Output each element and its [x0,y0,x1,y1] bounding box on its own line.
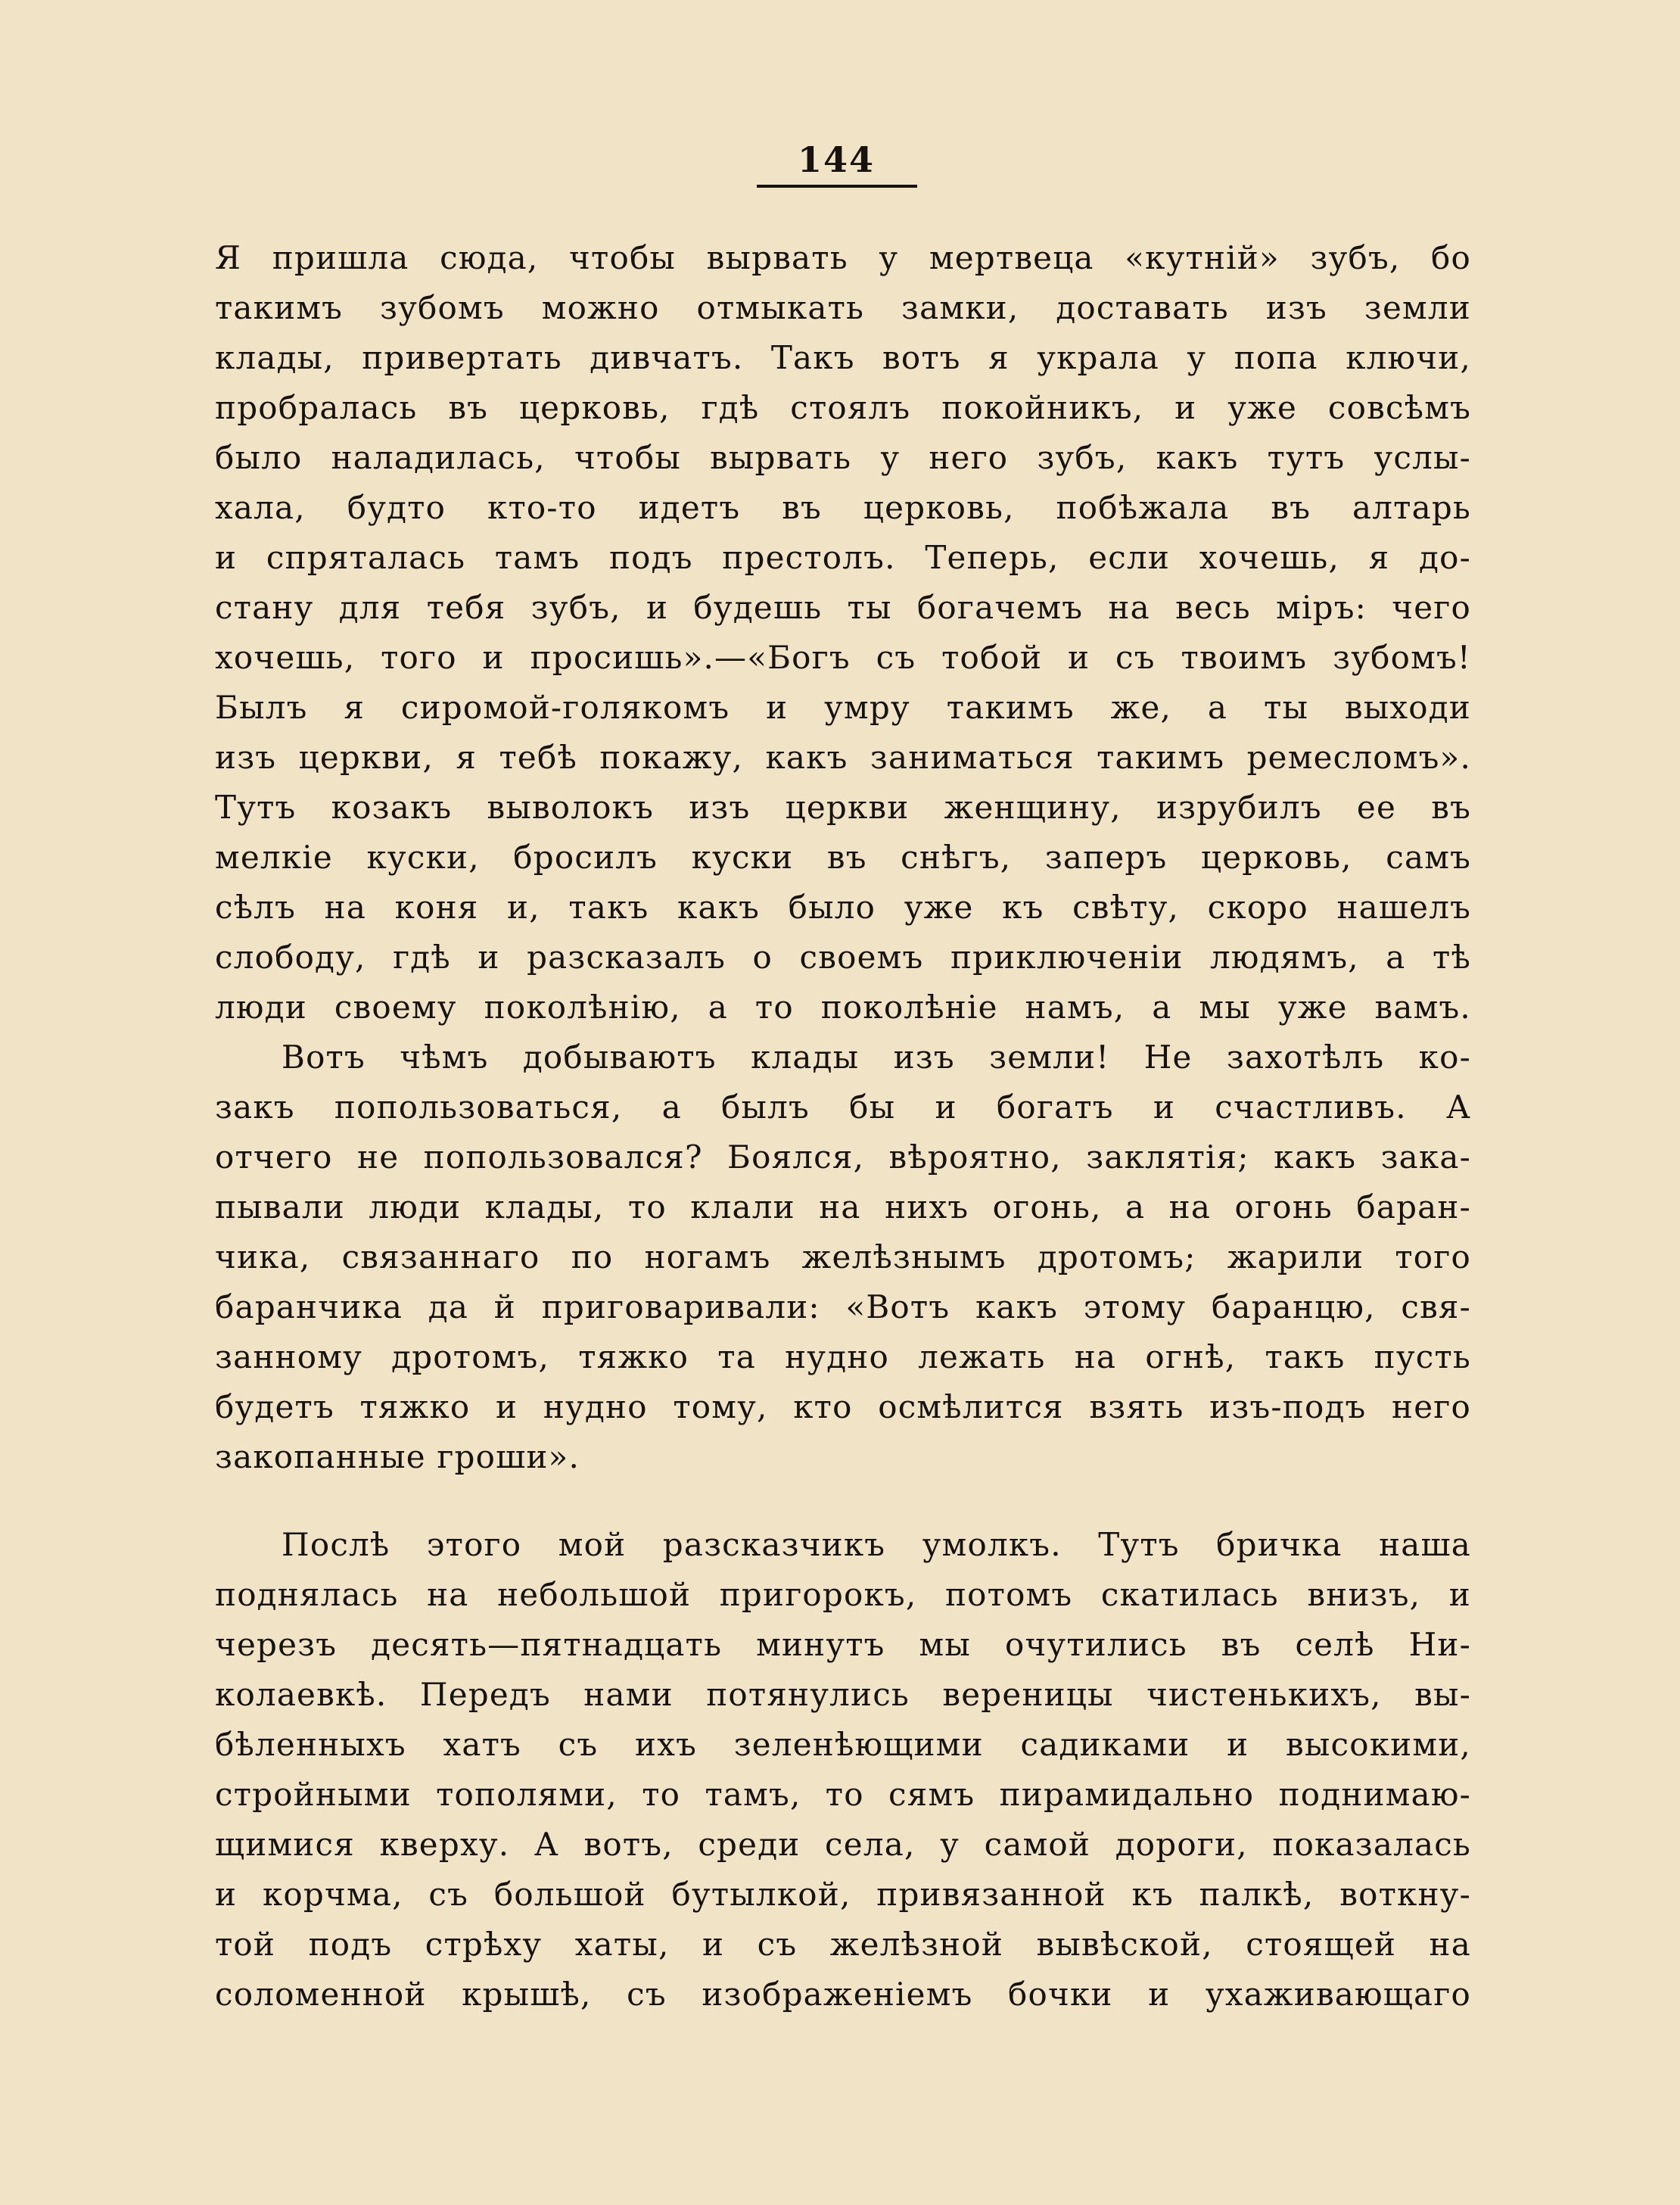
text-line: Былъ я сиромой-голякомъ и умру такимъ же, а ты выходи [215,689,1471,726]
text-line: и корчма, съ большой бутылкой, привязанной къ палкѣ, воткну- [215,1876,1471,1913]
text-line: слободу, гдѣ и разсказалъ о своемъ приключеніи людямъ, а тѣ [215,939,1471,976]
text-line: щимися кверху. А вотъ, среди села, у самой дороги, показалась [215,1826,1471,1863]
text-line: пывали люди клады, то клали на нихъ огонь, а на огонь баран- [215,1188,1471,1226]
text-line-first: Вотъ чѣмъ добываютъ клады изъ земли! Не захотѣлъ ко- [282,1039,1471,1076]
text-line: той подъ стрѣху хаты, и съ желѣзной вывѣской, стоящей на [215,1926,1471,1963]
text-line-last: закопанные гроши». [215,1438,580,1475]
text-line: занному дротомъ, тяжко та нудно лежать на огнѣ, такъ пусть [215,1338,1471,1375]
text-line: люди своему поколѣнію, а то поколѣніе намъ, а мы уже вамъ. [215,989,1471,1026]
text-line: черезъ десять—пятнадцать минутъ мы очутились въ селѣ Ни- [215,1626,1471,1663]
text-line: колаевкѣ. Передъ нами потянулись вереницы чистенькихъ, вы- [215,1676,1471,1713]
text-line: отчего не попользовался? Боялся, вѣроятно, заклятія; какъ зака- [215,1138,1471,1176]
text-line: будетъ тяжко и нудно тому, кто осмѣлится взять изъ-подъ него [215,1388,1471,1425]
text-line: такимъ зубомъ можно отмыкать замки, доставать изъ земли [215,289,1471,326]
text-line: Я пришла сюда, чтобы вырвать у мертвеца «кутній» зубъ, бо [215,239,1471,276]
text-line: стройными тополями, то тамъ, то сямъ пирамидально поднимаю- [215,1776,1471,1813]
text-line: закъ попользоваться, а былъ бы и богатъ и счастливъ. А [215,1088,1471,1126]
text-line: чика, связаннаго по ногамъ желѣзнымъ дротомъ; жарили того [215,1238,1471,1275]
text-line: баранчика да й приговаривали: «Вотъ какъ этому баранцю, свя- [215,1288,1471,1325]
body-text [215,233,1471,2020]
text-line: Тутъ козакъ выволокъ изъ церкви женщину, изрубилъ ее въ [215,789,1471,826]
text-line: соломенной крышѣ, съ изображеніемъ бочки и ухаживающаго [215,1976,1471,2013]
paragraph-spacing [215,1482,1471,1520]
text-line: хала, будто кто-то идетъ въ церковь, побѣжала въ алтарь [215,489,1471,526]
text-line: поднялась на небольшой пригорокъ, потомъ скатилась внизъ, и [215,1576,1471,1613]
text-line-first: Послѣ этого мой разсказчикъ умолкъ. Тутъ бричка наша [282,1526,1471,1563]
paragraph-3 [215,1520,1471,2020]
paragraph-2 [215,1032,1471,1482]
page-number-underline [757,185,917,188]
text-line: изъ церкви, я тебѣ покажу, какъ заниматься такимъ ремесломъ». [215,739,1471,776]
text-line: хочешь, того и просишь».—«Богъ съ тобой и съ твоимъ зубомъ! [215,639,1471,676]
paragraph-1 [215,233,1471,1032]
page-number: 144 [797,139,876,180]
text-line: было наладилась, чтобы вырвать у него зубъ, какъ тутъ услы- [215,439,1471,476]
text-line: пробралась въ церковь, гдѣ стоялъ покойникъ, и уже совсѣмъ [215,389,1471,426]
text-line: бѣленныхъ хатъ съ ихъ зеленѣющими садиками и высокими, [215,1726,1471,1763]
text-line: стану для тебя зубъ, и будешь ты богачемъ на весь міръ: чего [215,589,1471,626]
text-line: мелкіе куски, бросилъ куски въ снѣгъ, заперъ церковь, самъ [215,839,1471,876]
text-line: и спряталась тамъ подъ престолъ. Теперь, если хочешь, я до- [215,539,1471,576]
text-line: клады, привертать дивчатъ. Такъ вотъ я украла у попа ключи, [215,339,1471,376]
text-line: сѣлъ на коня и, такъ какъ было уже къ свѣту, скоро нашелъ [215,889,1471,926]
